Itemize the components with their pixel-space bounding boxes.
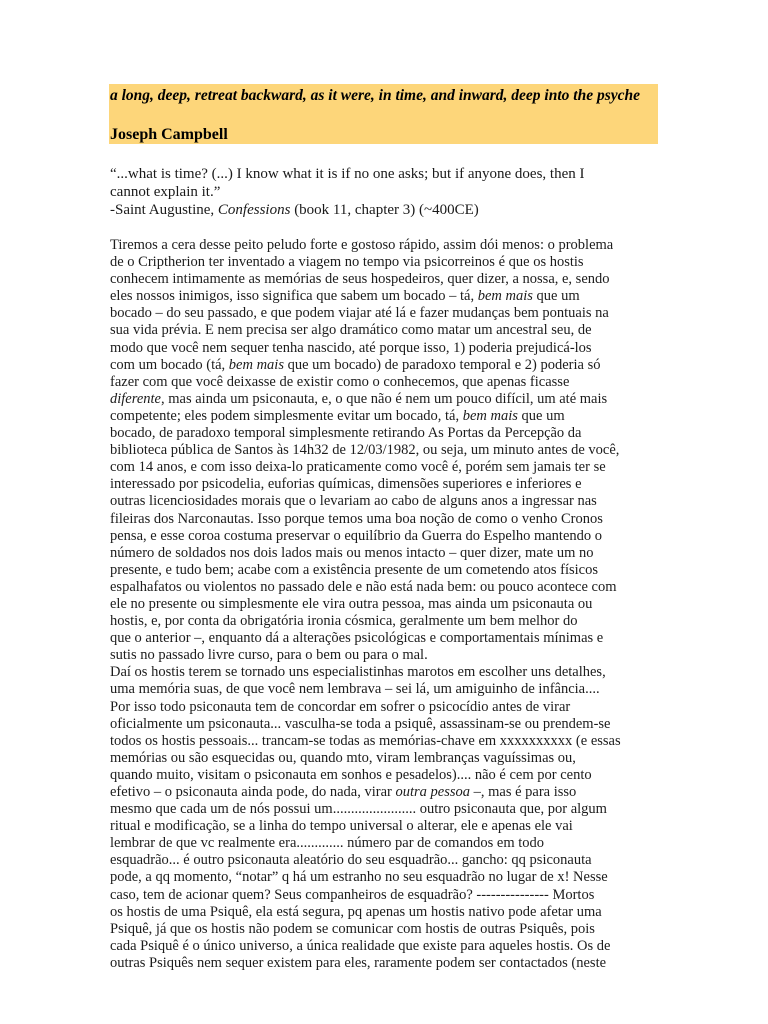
body-line — [110, 613, 662, 630]
attribution-work-title: Confessions — [217, 202, 291, 218]
body-text-run: ele no presente ou simplesmente ele vira outra pessoa, mas ainda um psiconauta ou — [110, 595, 593, 612]
body-text-run: fazer com que você deixasse de existir como o conhecemos, que apenas ficasse — [110, 373, 570, 390]
body-text-run: conhecem intimamente as memórias de seus hospedeiros, quer dizer, a nossa, e, sendo — [110, 271, 610, 288]
body-line — [110, 442, 662, 459]
body-line — [110, 493, 662, 510]
body-line — [110, 681, 662, 698]
body-line — [110, 528, 662, 545]
body-line — [110, 596, 662, 613]
body-text-run: os hostis de uma Psiquê, ela está segura, pq apenas um hostis nativo pode afetar uma — [110, 903, 602, 920]
body-text-run: sua vida prévia. E nem precisa ser algo dramático como matar um ancestral seu, de — [110, 322, 592, 339]
augustine-quote-line: cannot explain it.” — [110, 184, 221, 200]
emphasis-text: outra pessoa — [395, 784, 470, 800]
emphasis-text: bem mais — [462, 407, 518, 424]
body-text — [110, 237, 662, 972]
body-text-run: número de soldados nos dois lados mais ou menos intacto – quer dizer, mate um no — [110, 544, 594, 561]
body-text-run: que um bocado) de paradoxo temporal e 2) poderia só — [283, 356, 601, 373]
augustine-quote — [110, 165, 662, 219]
body-line — [110, 271, 662, 288]
body-text-run: fileiras dos Narconautas. Isso porque temos uma boa noção de como o venho Cronos — [110, 510, 603, 527]
body-line — [110, 322, 662, 339]
body-text-run: oficialmente um psiconauta... vasculha-se toda a psiquê, assassinam-se ou prendem-se — [110, 715, 611, 732]
body-line — [110, 237, 662, 254]
body-text-run: cada Psiquê é o único universo, a única realidade que existe para aqueles hostis. Os de — [110, 937, 611, 954]
body-text-run: que o anterior –, enquanto dá a alterações psicológicas e comportamentais mínimas e — [110, 630, 604, 647]
body-line — [110, 408, 662, 425]
body-text-run: bocado – do seu passado, e que podem viajar até lá e fazer mudanças bem pontuais na — [110, 305, 609, 322]
body-line — [110, 887, 662, 904]
body-line — [110, 374, 662, 391]
body-text-run: espalhafatos ou violentos no passado dele e não está nada bem: ou pouco acontece com — [110, 578, 617, 595]
body-text-run: pode, a qq momento, “notar” q há um estranho no seu esquadrão no lugar de x! Nesse — [110, 869, 608, 886]
body-text-run: que um — [532, 288, 580, 305]
attribution-author: -Saint Augustine, — [110, 202, 218, 218]
body-text-run: mesmo que cada um de nós possui um....................... outro psiconauta que, por algum — [110, 801, 607, 818]
body-text-run: Daí os hostis terem se tornado uns especialistinhas marotos em escolher uns detalhes, — [110, 664, 606, 681]
body-line — [110, 869, 662, 886]
body-text-run: esquadrão... é outro psiconauta aleatório do seu esquadrão... gancho: qq psiconauta — [110, 852, 592, 869]
body-text-run: outras Psiquês nem sequer existem para eles, raramente podem ser contactados (neste — [110, 954, 607, 971]
body-text-run: de o Criptherion ter inventado a viagem no tempo via psicorreinos é que os hostis — [110, 254, 584, 271]
epigraph-author: Joseph Campbell — [110, 126, 228, 143]
body-text-run: caso, tem de acionar quem? Seus companheiros de esquadrão? --------------- Mortos — [110, 886, 595, 903]
body-text-run: ritual e modificação, se a linha do tempo universal o alterar, ele e apenas ele vai — [110, 818, 573, 835]
augustine-quote-line: “...what is time? (...) I know what it is if no one asks; but if anyone does, then I — [110, 166, 585, 182]
body-line — [110, 664, 662, 681]
body-line — [110, 476, 662, 493]
body-line — [110, 391, 662, 408]
body-line — [110, 254, 662, 271]
emphasis-text: bem mais — [477, 288, 533, 305]
body-text-run: uma memória suas, de que você nem lembrava – sei lá, um amiguinho de infância.... — [110, 681, 600, 698]
emphasis-text: diferente — [110, 390, 161, 407]
body-line — [110, 699, 662, 716]
body-line — [110, 818, 662, 835]
body-text-run: Por isso todo psiconauta tem de concordar em sofrer o psicocídio antes de virar — [110, 698, 571, 715]
body-line — [110, 835, 662, 852]
body-line — [110, 647, 662, 664]
emphasis-text: bem mais — [228, 356, 284, 373]
body-text-run: Tiremos a cera desse peito peludo forte e gostoso rápido, assim dói menos: o problema — [110, 237, 614, 253]
body-text-run: , mas ainda um psiconauta, e, o que não é nem um pouco difícil, um até mais — [161, 390, 608, 407]
body-line — [110, 562, 662, 579]
body-line — [110, 305, 662, 322]
attribution-source: (book 11, chapter 3) (~400CE) — [290, 202, 479, 218]
body-line — [110, 767, 662, 784]
body-text-run: competente; eles podem simplesmente evitar um bocado, tá, — [110, 407, 463, 424]
body-text-run: outras licenciosidades morais que o levariam ao cabo de alguns anos a ingressar nas — [110, 493, 597, 510]
body-text-run: presente, e tudo bem; acabe com a existência presente de um cometendo atos físicos — [110, 561, 598, 578]
body-text-run: bocado, de paradoxo temporal simplesmente retirando As Portas da Percepção da — [110, 425, 582, 442]
body-text-run: interessado por psicodelia, euforias químicas, dimensões superiores e inferiores e — [110, 476, 582, 493]
body-text-run: com um bocado (tá, — [110, 356, 229, 373]
body-line — [110, 750, 662, 767]
body-text-run: pensa, e esse coroa costuma preservar o equilíbrio da Guerra do Espelho mantendo o — [110, 527, 603, 544]
body-text-run: efetivo – o psiconauta ainda pode, do nada, virar — [110, 784, 396, 800]
body-line — [110, 784, 662, 801]
body-text-run: –, mas é para isso — [470, 784, 577, 800]
body-line — [110, 545, 662, 562]
body-line — [110, 459, 662, 476]
body-line — [110, 716, 662, 733]
body-line — [110, 955, 662, 972]
body-line — [110, 288, 662, 305]
body-text-run: Psiquê, já que os hostis não podem se comunicar com hostis de outras Psiquês, pois — [110, 920, 595, 937]
body-text-run: todos os hostis pessoais... trancam-se todas as memórias-chave em xxxxxxxxxx (e essas — [110, 732, 621, 749]
body-line — [110, 511, 662, 528]
body-text-run: hostis, e, por conta da obrigatória ironia cósmica, geralmente um bem melhor do — [110, 613, 578, 630]
body-text-run: lembrar de que vc realmente era............. número par de comandos em todo — [110, 835, 545, 852]
body-text-run: modo que você nem sequer tenha nascido, até porque isso, 1) poderia prejudicá-los — [110, 339, 592, 356]
body-line — [110, 340, 662, 357]
body-text-run: biblioteca pública de Santos às 14h32 de 12/03/1982, ou seja, um minuto antes de você, — [110, 442, 620, 459]
body-line — [110, 630, 662, 647]
body-line — [110, 921, 662, 938]
augustine-attribution — [110, 201, 662, 219]
body-text-run: eles nossos inimigos, isso significa que sabem um bocado – tá, — [110, 288, 478, 305]
body-text-run: memórias ou são esquecidas ou, quando mto, viram lembranças vaguíssimas ou, — [110, 749, 576, 766]
body-text-run: sutis no passado livre curso, para o bem ou para o mal. — [110, 647, 428, 664]
body-line — [110, 904, 662, 921]
body-line — [110, 357, 662, 374]
body-text-run: quando muito, visitam o psiconauta em sonhos e pesadelos).... não é cem por cento — [110, 766, 592, 783]
body-line — [110, 425, 662, 442]
epigraph-quote: a long, deep, retreat backward, as it were, in time, and inward, deep into the psyche — [110, 87, 641, 104]
body-text-run: que um — [517, 407, 565, 424]
body-line — [110, 852, 662, 869]
body-line — [110, 733, 662, 750]
body-line — [110, 801, 662, 818]
body-line — [110, 579, 662, 596]
body-text-run: com 14 anos, e com isso deixa-lo praticamente como você é, porém sem jamais ter se — [110, 459, 606, 476]
body-line — [110, 938, 662, 955]
